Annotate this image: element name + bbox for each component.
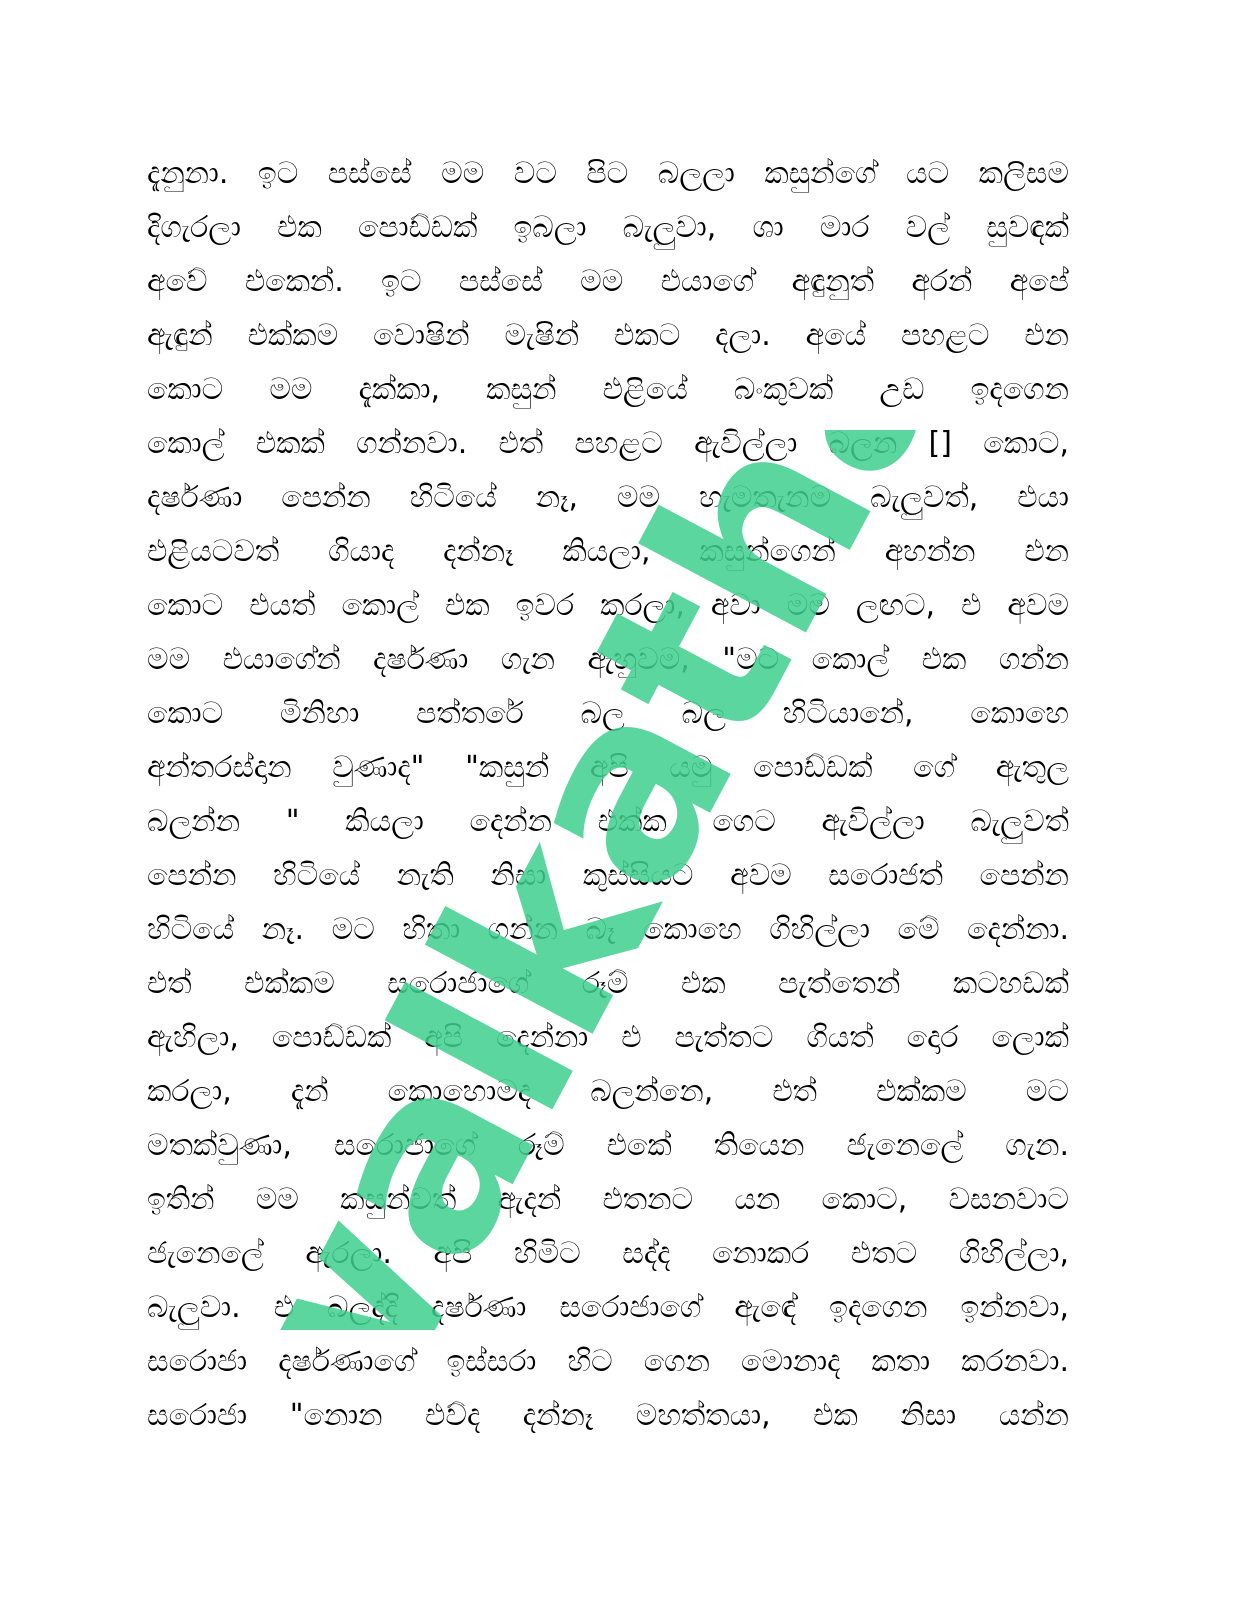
text-line: අවේ එකෙන්. ඉට පස්සේ මම එයාගේ අඳුනුත් අරන් අපේ: [147, 264, 1069, 299]
text-line: සරොජා "නොන එව්ද දන්නෑ මහත්තයා, එක නිසා යන්න: [147, 1398, 1069, 1433]
text-line: එළියටවත් ගියාද දන්නෑ කියලා, කසුන්ගෙන් අහන්න එන: [147, 534, 1069, 569]
text-line: මම එයාගේන් දර්ෂණා ගැන ඇහුවම, "මට කොල් එක ගන්න: [147, 642, 1069, 677]
text-line: දර්ෂණා පෙන්න හිටියේ නෑ, මම හැමතැනම බැලුවත්, එයා: [147, 480, 1069, 515]
watermark-text: walkatha: [215, 430, 975, 1330]
story-text-block: [147, 147, 1069, 1443]
text-line: හිටියේ නෑ. මට හිතා ගන්න බෑ කොහෙ ගිහිල්ලා මේ දෙන්නා.: [147, 912, 1069, 947]
text-line: ඇහිලා, පොඩ්ඩක් අපි දෙන්නා එ පැත්තට ගියත් දොර ලොක්: [147, 1020, 1069, 1055]
text-line: කොට මම දැක්කා, කසුන් එළියේ බංකුවක් උඩ ඉදගෙන: [147, 372, 1069, 407]
text-line: ඇඳුන් එක්කම වොෂින් මැෂින් එකට දලා. අයේ පහළට එන: [147, 318, 1069, 353]
text-line: මතක්වුණා, සරොජාගේ රූම් එකේ තියෙන ජැනෙලේ ගැන.: [147, 1128, 1069, 1163]
text-line: කොට එයත් කොල් එක ඉවර කරලා, අවා මම ලඟට, එ අවම: [147, 588, 1069, 623]
text-line: දැනුනා. ඉට පස්සේ මම වට පිට බලලා කසුන්ගේ යට කලිසම: [147, 156, 1069, 191]
text-line: දිගැරලා එක පොඩ්ඩක් ඉබලා බැලුවා, ශා මාර වල් සුවඳක්: [147, 210, 1069, 245]
text-line: කොල් එකක් ගන්නවා. එත් පහළට ඇවිල්ලා බලන [] කොට,: [147, 426, 1069, 461]
text-line: එත් එක්කම සරොජාගේ රූම් එක පැත්තෙන් කටහඩක්: [147, 966, 1069, 1001]
text-line: කරලා, දැන් කොහොමද බලන්නෙ, එත් එක්කම මට: [147, 1074, 1069, 1109]
text-line: ජැනෙලේ ඇරලා. අපි හිමිට සද්ද නොකර එතට ගිහිල්ලා,: [147, 1236, 1069, 1271]
text-line: කොට මිනිහා පත්තරේ බල බල හිටියානේ, කොහෙ: [147, 696, 1069, 731]
text-line: බැලුවා. එ බලද්දි දර්ෂණා සරොජාගේ ඇඳේ ඉදගෙන ඉන්නවා,: [147, 1290, 1069, 1325]
text-line: බලන්න " කියලා දෙන්න එක්ක ගෙට ඇවිල්ලා බැලුවත්: [147, 804, 1069, 839]
text-line: ඉතින් මම කසුන්වත් ඇදන් එතනට යන කොට, වසනවාට: [147, 1182, 1069, 1217]
text-line: පෙන්න හිටියේ නැති නිසා කුස්සියට අවම සරොජත් පෙන්න: [147, 858, 1069, 893]
text-line: අන්තරස්දාන වුණාද" "කසුන් අපි යමු පොඩ්ඩක් ගේ ඇතුල: [147, 750, 1069, 785]
text-line: සරොජා දර්ෂණාගේ ඉස්සරා හිට ගෙන මොනාද කතා කරනවා.: [147, 1344, 1069, 1379]
